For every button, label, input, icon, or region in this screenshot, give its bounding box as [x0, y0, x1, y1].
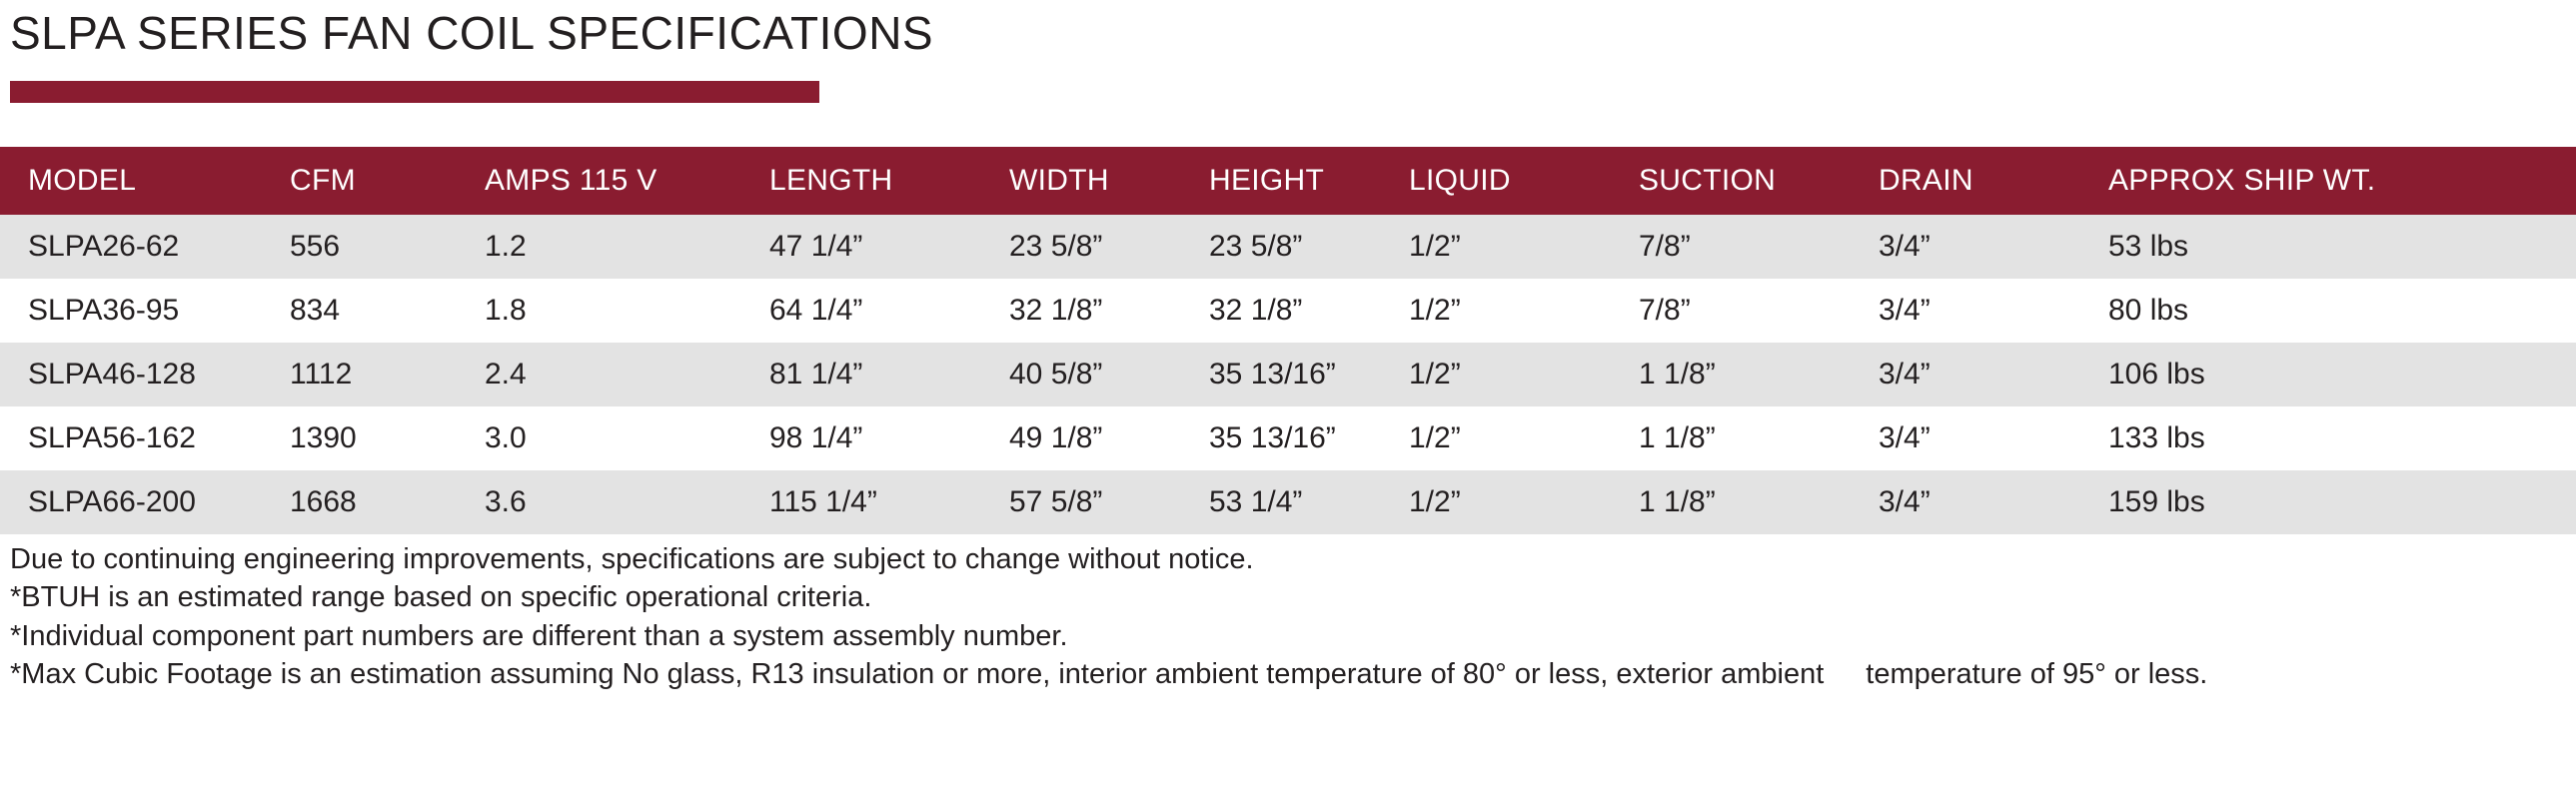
cell-suction: 1 1/8”: [1629, 406, 1869, 470]
column-header-length: LENGTH: [759, 147, 999, 215]
cell-length: 64 1/4”: [759, 279, 999, 343]
cell-ship-weight: 106 lbs: [2098, 343, 2576, 406]
table-row: [0, 279, 2576, 343]
cell-drain: 3/4”: [1869, 343, 2098, 406]
cell-height: 35 13/16”: [1199, 343, 1399, 406]
footnote-disclaimer: Due to continuing engineering improvements, specifications are subject to change without notice.: [10, 542, 1254, 575]
specifications-table-wrapper: [0, 147, 2576, 534]
cell-length: 47 1/4”: [759, 215, 999, 279]
cell-liquid: 1/2”: [1399, 470, 1629, 534]
footnote-max-cubic-footage-text: *Max Cubic Footage is an estimation assuming No glass, R13 insulation or more, interior ambient temperature of 80° or less, exterior ambient: [10, 658, 1825, 691]
cell-suction: 1 1/8”: [1629, 343, 1869, 406]
cell-ship-weight: 53 lbs: [2098, 215, 2576, 279]
column-header-width: WIDTH: [999, 147, 1199, 215]
cell-width: 49 1/8”: [999, 406, 1199, 470]
cell-ship-weight: 159 lbs: [2098, 470, 2576, 534]
cell-model: SLPA36-95: [0, 279, 280, 343]
cell-ship-weight: 80 lbs: [2098, 279, 2576, 343]
cell-width: 23 5/8”: [999, 215, 1199, 279]
table-row: [0, 406, 2576, 470]
cell-model: SLPA46-128: [0, 343, 280, 406]
cell-model: SLPA66-200: [0, 470, 280, 534]
cell-cfm: 556: [280, 215, 475, 279]
column-header-cfm: CFM: [280, 147, 475, 215]
column-header-suction: SUCTION: [1629, 147, 1869, 215]
column-header-liquid: LIQUID: [1399, 147, 1629, 215]
table-row: [0, 215, 2576, 279]
cell-amps: 1.8: [475, 279, 759, 343]
cell-height: 32 1/8”: [1199, 279, 1399, 343]
cell-cfm: 1668: [280, 470, 475, 534]
table-header-row: [0, 147, 2576, 215]
cell-amps: 1.2: [475, 215, 759, 279]
footnotes: [0, 534, 2558, 694]
cell-drain: 3/4”: [1869, 215, 2098, 279]
cell-liquid: 1/2”: [1399, 343, 1629, 406]
cell-liquid: 1/2”: [1399, 406, 1629, 470]
cell-amps: 2.4: [475, 343, 759, 406]
footnote-max-cubic-footage-continued: temperature of 95° or less.: [1866, 658, 2208, 691]
cell-drain: 3/4”: [1869, 279, 2098, 343]
column-header-height: HEIGHT: [1199, 147, 1399, 215]
cell-amps: 3.6: [475, 470, 759, 534]
footnote-part-numbers: *Individual component part numbers are different than a system assembly number.: [10, 619, 1068, 652]
column-header-ship-weight: APPROX SHIP WT.: [2098, 147, 2576, 215]
cell-cfm: 1390: [280, 406, 475, 470]
cell-length: 98 1/4”: [759, 406, 999, 470]
cell-model: SLPA26-62: [0, 215, 280, 279]
cell-width: 57 5/8”: [999, 470, 1199, 534]
cell-cfm: 834: [280, 279, 475, 343]
cell-liquid: 1/2”: [1399, 215, 1629, 279]
cell-width: 32 1/8”: [999, 279, 1199, 343]
cell-cfm: 1112: [280, 343, 475, 406]
footnote-btuh: *BTUH is an estimated range based on specific operational criteria.: [10, 581, 872, 614]
cell-liquid: 1/2”: [1399, 279, 1629, 343]
title-underline-bar: [10, 81, 819, 103]
column-header-model: MODEL: [0, 147, 280, 215]
specifications-table: [0, 147, 2576, 534]
cell-drain: 3/4”: [1869, 406, 2098, 470]
cell-suction: 7/8”: [1629, 215, 1869, 279]
cell-drain: 3/4”: [1869, 470, 2098, 534]
cell-length: 115 1/4”: [759, 470, 999, 534]
page-title: SLPA SERIES FAN COIL SPECIFICATIONS: [10, 7, 934, 59]
table-row: [0, 470, 2576, 534]
cell-width: 40 5/8”: [999, 343, 1199, 406]
cell-suction: 7/8”: [1629, 279, 1869, 343]
cell-height: 23 5/8”: [1199, 215, 1399, 279]
cell-ship-weight: 133 lbs: [2098, 406, 2576, 470]
column-header-amps: AMPS 115 V: [475, 147, 759, 215]
cell-amps: 3.0: [475, 406, 759, 470]
column-header-drain: DRAIN: [1869, 147, 2098, 215]
cell-height: 35 13/16”: [1199, 406, 1399, 470]
cell-length: 81 1/4”: [759, 343, 999, 406]
cell-height: 53 1/4”: [1199, 470, 1399, 534]
footnote-max-cubic-footage-line1: [10, 655, 2558, 694]
cell-suction: 1 1/8”: [1629, 470, 1869, 534]
cell-model: SLPA56-162: [0, 406, 280, 470]
table-row: [0, 343, 2576, 406]
